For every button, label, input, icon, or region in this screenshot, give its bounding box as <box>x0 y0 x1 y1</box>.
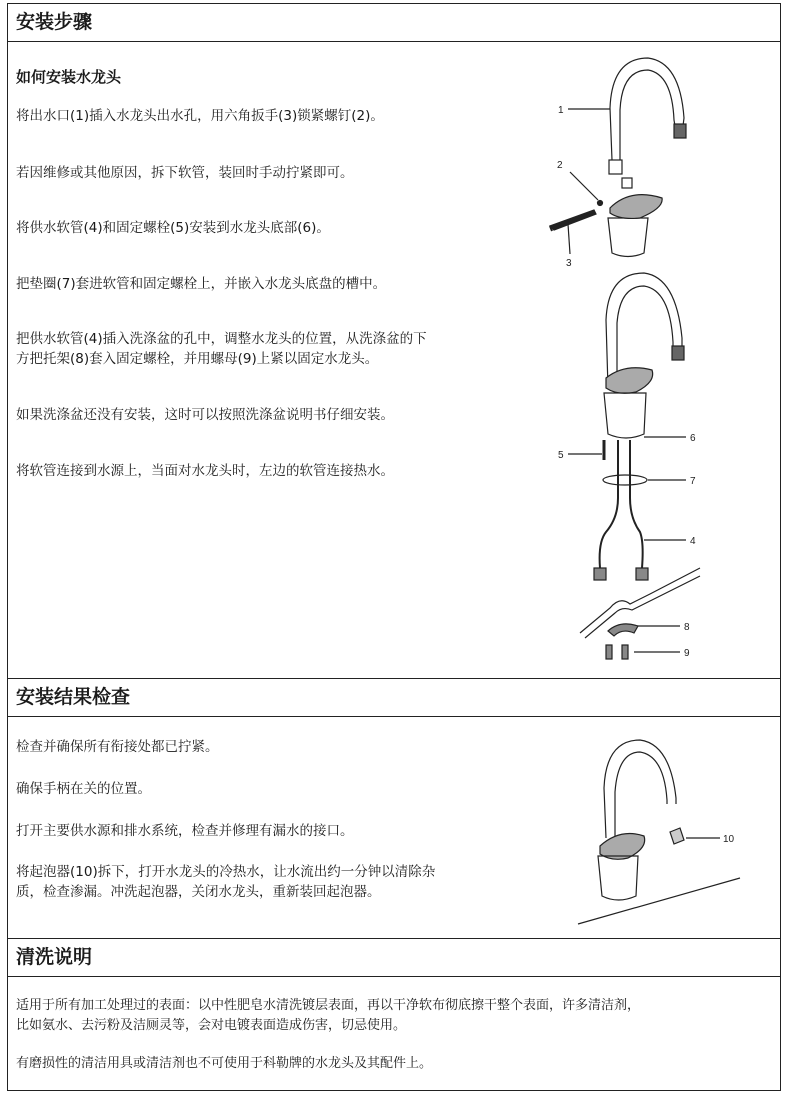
check-step-1: 检查并确保所有衔接处都已拧紧。 <box>16 739 219 755</box>
install-step-7: 将软管连接到水源上，当面对水龙头时，左边的软管连接热水。 <box>16 463 394 479</box>
install-step-6: 如果洗涤盆还没有安装，这时可以按照洗涤盆说明书仔细安装。 <box>16 407 394 423</box>
check-section-title: 安装结果检查 <box>7 678 781 717</box>
install-section-title: 安装步骤 <box>7 3 781 42</box>
label-8: 8 <box>684 622 690 633</box>
label-10: 10 <box>723 834 735 845</box>
check-step-3: 打开主要供水源和排水系统，检查并修理有漏水的接口。 <box>16 823 354 839</box>
check-step-2: 确保手柄在关的位置。 <box>16 781 151 797</box>
install-step-1: 将出水口(1)插入水龙头出水孔，用六角扳手(3)锁紧螺钉(2)。 <box>16 108 384 124</box>
cleaning-section-title: 清洗说明 <box>7 938 781 977</box>
label-9: 9 <box>684 648 690 659</box>
install-step-4: 把垫圈(7)套进软管和固定螺栓上，并嵌入水龙头底盘的槽中。 <box>16 276 387 292</box>
label-7: 7 <box>690 476 696 487</box>
install-step-3: 将供水软管(4)和固定螺栓(5)安装到水龙头底部(6)。 <box>16 220 330 236</box>
install-step-5a: 把供水软管(4)插入洗涤盆的孔中，调整水龙头的位置，从洗涤盆的下 <box>16 331 427 347</box>
aerator-check-diagram <box>570 728 750 928</box>
install-step-2: 若因维修或其他原因，拆下软管，装回时手动拧紧即可。 <box>16 165 354 181</box>
cleaning-paragraph-2: 有磨损性的清洁用具或清洁剂也不可使用于科勒牌的水龙头及其配件上。 <box>16 1056 433 1071</box>
label-6: 6 <box>690 433 696 444</box>
label-5: 5 <box>558 450 564 461</box>
install-subtitle: 如何安装水龙头 <box>16 68 122 86</box>
label-1: 1 <box>558 105 564 116</box>
label-4: 4 <box>690 536 696 547</box>
check-step-4a: 将起泡器(10)拆下，打开水龙头的冷热水，让水流出约一分钟以清除杂 <box>16 864 436 880</box>
install-step-5b: 方把托架(8)套入固定螺栓，并用螺母(9)上紧以固定水龙头。 <box>16 351 379 367</box>
cleaning-paragraph-1a: 适用于所有加工处理过的表面：以中性肥皂水清洗镀层表面，再以干净软布彻底擦干整个表面，许多清洁剂， <box>16 998 641 1013</box>
cleaning-paragraph-1b: 比如氨水、去污粉及洁厕灵等，会对电镀表面造成伤害，切忌使用。 <box>16 1018 407 1033</box>
label-3: 3 <box>566 258 572 269</box>
label-2: 2 <box>557 160 563 171</box>
check-step-4b: 质，检查渗漏。冲洗起泡器，关闭水龙头，重新装回起泡器。 <box>16 884 381 900</box>
install-diagram-labels <box>540 48 710 668</box>
